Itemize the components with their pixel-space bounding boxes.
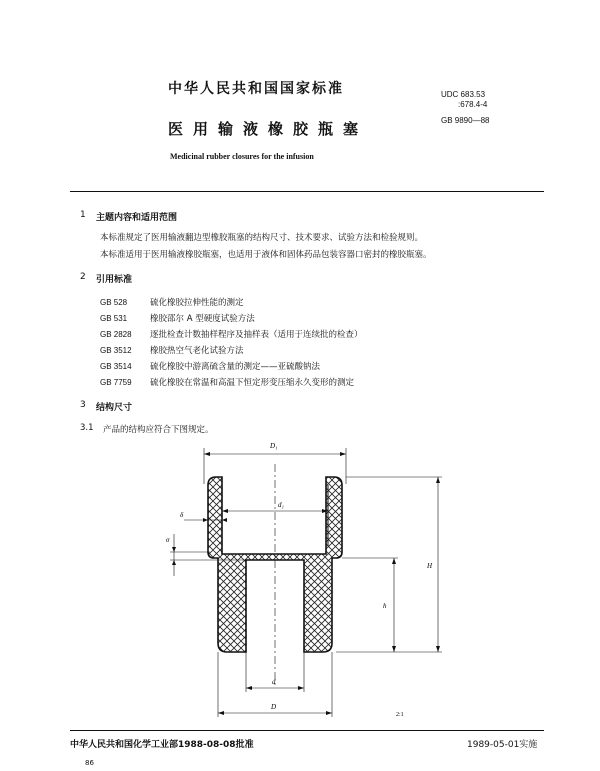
- issuing-authority: 中华人民共和国国家标准: [168, 81, 344, 97]
- dim-label-delta: δ: [180, 511, 184, 519]
- dim-label-D1: D₁: [270, 442, 278, 450]
- reference-code: GB 3512: [100, 346, 132, 355]
- reference-code: GB 3514: [100, 362, 132, 371]
- footer-divider: [70, 730, 544, 731]
- reference-title: 橡胶邵尔 A 型硬度试验方法: [150, 314, 255, 324]
- closure-cross-section-figure: [150, 438, 470, 723]
- reference-code: GB 531: [100, 314, 128, 323]
- section-1-title: 主题内容和适用范围: [96, 213, 178, 223]
- section-1-number: 1: [80, 210, 86, 220]
- dim-label-D: D: [271, 703, 277, 711]
- english-title: Medicinal rubber closures for the infusion: [170, 152, 314, 161]
- section-2-title: 引用标准: [96, 275, 133, 285]
- reference-title: 橡胶热空气老化试验方法: [150, 346, 244, 356]
- dim-label-H: H: [427, 562, 433, 570]
- scope-paragraph-1: 本标准规定了医用输液翻边型橡胶瓶塞的结构尺寸、技术要求、试验方法和检验规则。: [100, 233, 424, 243]
- standard-title: 医用输液橡胶瓶塞: [168, 120, 369, 138]
- implementation-date: 1989-05-01实施: [467, 740, 538, 750]
- reference-item: [100, 312, 255, 324]
- approval-notice: 中华人民共和国化学工业部1988-08-08批准: [70, 740, 254, 750]
- reference-item: [100, 376, 354, 388]
- udc-code-line2: :678.4-4: [458, 100, 488, 109]
- udc-code-line1: UDC 683.53: [441, 90, 486, 99]
- reference-title: 逐批检查计数抽样程序及抽样表（适用于连续批的检查）: [150, 330, 363, 340]
- dim-label-sigma: σ: [166, 536, 170, 544]
- reference-item: [100, 296, 244, 308]
- reference-item: [100, 328, 363, 340]
- header-divider: [70, 191, 544, 192]
- dim-label-h: h: [383, 602, 387, 610]
- figure-scale-note: 2:1: [396, 712, 404, 718]
- reference-title: 硫化橡胶中游离硫含量的测定——亚硫酸钠法: [150, 362, 321, 372]
- reference-item: [100, 344, 244, 356]
- reference-title: 硫化橡胶拉伸性能的测定: [150, 298, 244, 308]
- section-2-number: 2: [80, 272, 86, 282]
- reference-code: GB 2828: [100, 330, 132, 339]
- page-number: 86: [85, 759, 94, 767]
- scope-paragraph-2: 本标准适用于医用输液橡胶瓶塞，也适用于液体和固体药品包装容器口密封的橡胶瓶塞。: [100, 250, 432, 260]
- clause-text: 产品的结构应符合下图规定。: [103, 425, 214, 435]
- dim-label-d1: d₁: [278, 501, 284, 509]
- section-3-number: 3: [80, 400, 86, 410]
- section-3-title: 结构尺寸: [96, 403, 133, 413]
- reference-title: 硫化橡胶在常温和高温下恒定形变压缩永久变形的测定: [150, 378, 355, 388]
- reference-code: GB 528: [100, 298, 128, 307]
- reference-code: GB 7759: [100, 378, 132, 387]
- gb-standard-number: GB 9890—88: [441, 116, 490, 125]
- reference-item: [100, 360, 320, 372]
- clause-number: 3.1: [80, 423, 94, 433]
- dim-label-d: d: [272, 678, 276, 686]
